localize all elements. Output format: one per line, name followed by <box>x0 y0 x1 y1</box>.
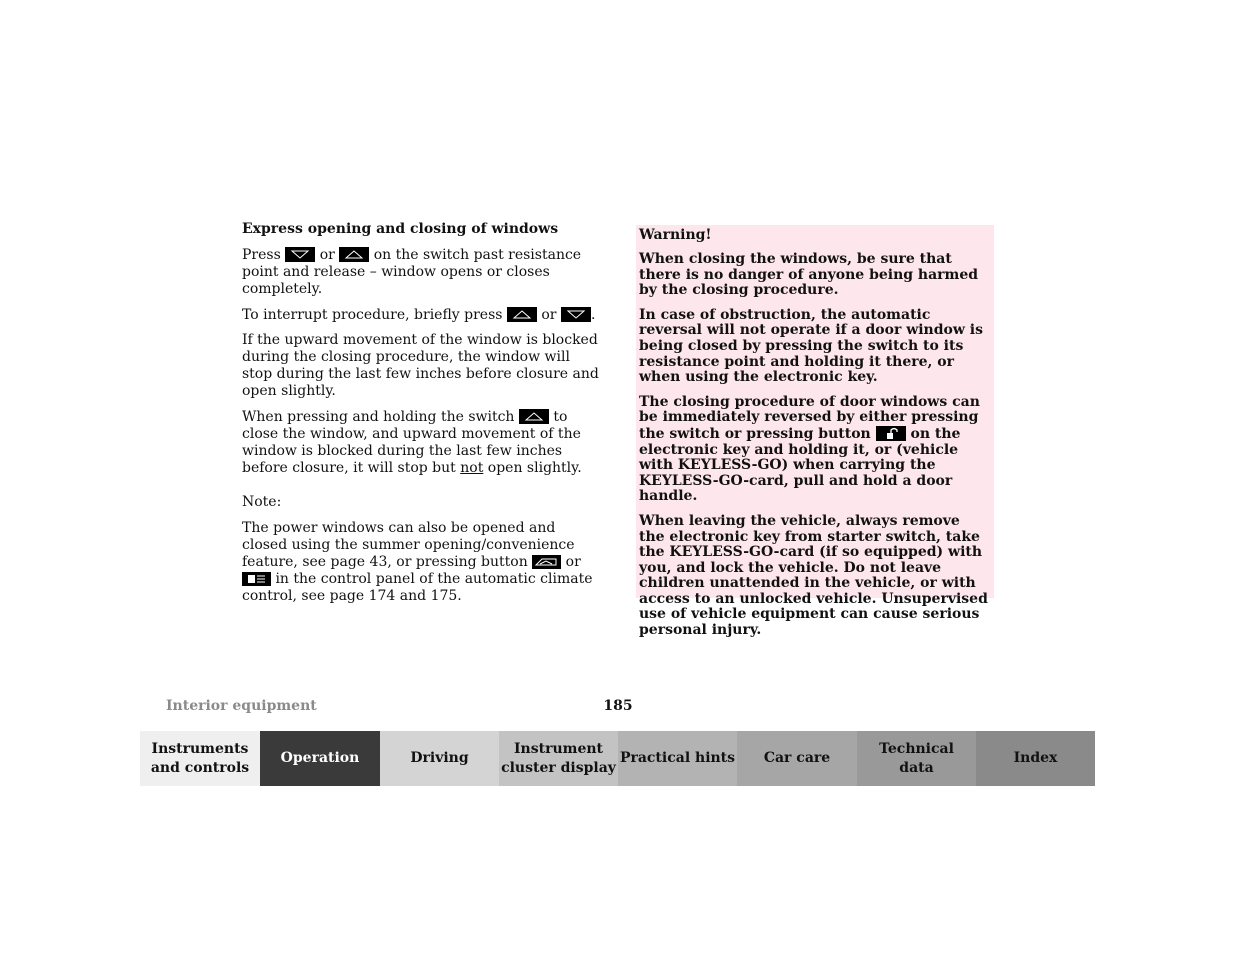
window-air-key-icon <box>242 572 271 586</box>
window-up-key-icon <box>339 247 369 262</box>
warning-paragraph: In case of obstruction, the automatic reversal will not operate if a door window is being closed by pressing the switch to its resistance point and holding it there, or when using the electronic key. <box>639 306 983 386</box>
paragraph-holding: When pressing and holding the switch to close the window, and upward movement of the window is blocked during the last few inches before closure, it will stop but not open slightly. <box>242 408 582 477</box>
window-down-key-icon <box>285 247 315 262</box>
footer-section-title: Interior equipment <box>166 698 317 714</box>
window-down-key-icon <box>561 307 591 322</box>
warning-paragraph: When closing the windows, be sure that there is no danger of anyone being harmed by the closing procedure. <box>639 251 979 299</box>
nav-tab-instruments-and-controls[interactable]: Instruments and controls <box>140 731 260 786</box>
nav-tab-practical-hints[interactable]: Practical hints <box>618 731 737 786</box>
nav-tab-index[interactable]: Index <box>976 731 1095 786</box>
warning-box <box>636 225 994 639</box>
nav-tab-car-care[interactable]: Car care <box>737 731 857 786</box>
main-text-column <box>242 221 604 614</box>
nav-tab-driving[interactable]: Driving <box>380 731 499 786</box>
nav-tab-instrument-cluster-display[interactable]: Instrument cluster display <box>499 731 618 786</box>
paragraph-press: Press or on the switch past resistance point and release – window opens or closes completely. <box>242 247 582 298</box>
nav-tab-operation[interactable]: Operation <box>260 731 380 786</box>
window-up-key-icon <box>519 409 549 424</box>
warning-paragraph: The closing procedure of door windows can be immediately reversed by either pressing the switch or pressing button on the electronic key and holding it, or (vehicle with KEYLESS-GO) when carrying the KEYLESS-GO-card, pull and hold a door handle. <box>639 393 980 505</box>
note-label: Note: <box>242 494 282 511</box>
page-number: 185 <box>603 698 633 714</box>
nav-tab-technical-data[interactable]: Technical data <box>857 731 976 786</box>
paragraph-interrupt: To interrupt procedure, briefly press or . <box>242 306 596 323</box>
warning-paragraph: When leaving the vehicle, always remove the electronic key from starter switch, take the KEYLESS-GO-card (if so equipped) with you, and lock the vehicle. Do not leave children unattended in the vehicle, or with access to an unlocked vehicle. Unsupervised use of vehicle equipment can cause serious personal injury. <box>639 512 988 639</box>
section-heading: Express opening and closing of windows <box>242 221 559 237</box>
summer-opening-key-icon <box>532 555 561 569</box>
unlock-key-icon <box>876 426 906 441</box>
warning-title: Warning! <box>639 227 712 243</box>
window-up-key-icon <box>507 307 537 322</box>
note-paragraph: The power windows can also be opened and closed using the summer opening/convenience feature, see page 43, or pressing button or in the control panel of the automatic climate control, see page 174 and 175. <box>242 519 593 605</box>
paragraph-blocked: If the upward movement of the window is blocked during the closing procedure, the window will stop during the last few inches before closure and open slightly. <box>242 331 599 400</box>
bottom-navigation <box>140 731 1095 786</box>
